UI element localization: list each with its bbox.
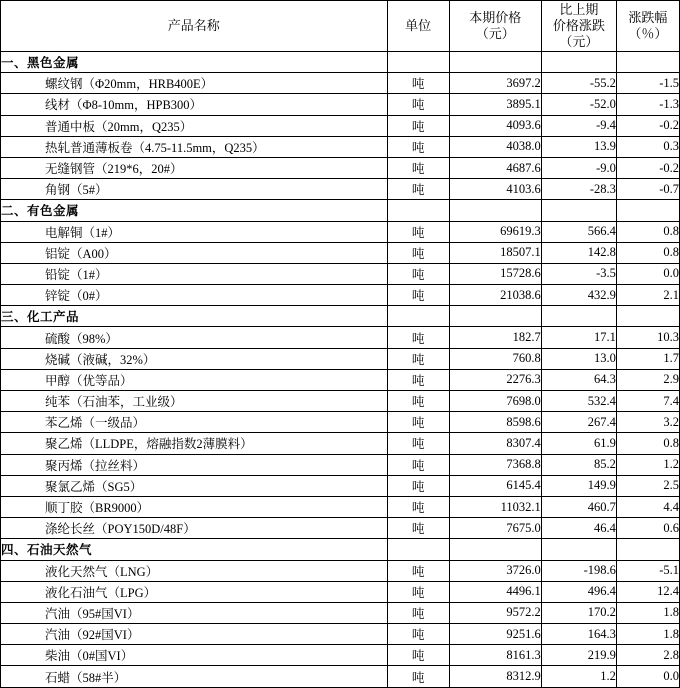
product-name: 铝锭（A00） (1, 242, 388, 263)
product-name: 汽油（92#国VI） (1, 624, 388, 645)
price-change-cell: -198.6 (541, 560, 616, 581)
change-rate-cell: 0.8 (616, 242, 679, 263)
price-change-cell: 17.1 (541, 327, 616, 348)
unit-cell: 吨 (387, 666, 449, 687)
change-rate-cell: 0.0 (616, 263, 679, 284)
current-price-cell: 69619.3 (449, 221, 541, 242)
price-change-cell: -55.2 (541, 73, 616, 94)
table-row (1, 496, 680, 517)
change-rate-cell: -0.7 (616, 179, 679, 200)
product-name: 铅锭（1#） (1, 263, 388, 284)
change-rate-cell: 0.8 (616, 433, 679, 454)
change-rate-cell: 2.9 (616, 369, 679, 390)
current-price-cell: 3697.2 (449, 73, 541, 94)
table-row (1, 518, 680, 539)
product-name: 苯乙烯（一级品） (1, 412, 388, 433)
change-rate-cell: 2.8 (616, 645, 679, 666)
table-row (1, 581, 680, 602)
current-price-cell: 3895.1 (449, 94, 541, 115)
current-price-cell: 15728.6 (449, 263, 541, 284)
change-rate-cell: 1.8 (616, 602, 679, 623)
table-group-row (1, 306, 680, 327)
product-name: 锌锭（0#） (1, 285, 388, 306)
current-price-cell: 21038.6 (449, 285, 541, 306)
current-price-cell: 9572.2 (449, 602, 541, 623)
unit-cell (387, 539, 449, 560)
product-name: 线材（Φ8-10mm，HPB300） (1, 94, 388, 115)
unit-cell: 吨 (387, 73, 449, 94)
current-price-cell: 8161.3 (449, 645, 541, 666)
unit-cell: 吨 (387, 136, 449, 157)
unit-cell: 吨 (387, 454, 449, 475)
change-rate-cell: -1.3 (616, 94, 679, 115)
unit-cell: 吨 (387, 624, 449, 645)
price-change-cell: 61.9 (541, 433, 616, 454)
current-price-cell: 6145.4 (449, 475, 541, 496)
header-change-rate (616, 1, 679, 52)
product-name: 烧碱（液碱，32%） (1, 348, 388, 369)
product-name: 聚氯乙烯（SG5） (1, 475, 388, 496)
product-name: 聚乙烯（LLDPE，熔融指数2薄膜料） (1, 433, 388, 454)
current-price-cell (449, 306, 541, 327)
price-change-cell: 13.0 (541, 348, 616, 369)
unit-cell: 吨 (387, 475, 449, 496)
price-change-cell: 64.3 (541, 369, 616, 390)
header-price-change-unit: （元） (559, 34, 599, 49)
unit-cell: 吨 (387, 348, 449, 369)
current-price-cell: 4687.6 (449, 157, 541, 178)
change-rate-cell: -0.2 (616, 115, 679, 136)
table-row (1, 242, 680, 263)
price-change-cell: 267.4 (541, 412, 616, 433)
current-price-cell: 11032.1 (449, 496, 541, 517)
price-change-cell: 460.7 (541, 496, 616, 517)
current-price-cell: 9251.6 (449, 624, 541, 645)
price-change-cell: -9.4 (541, 115, 616, 136)
price-change-cell: -3.5 (541, 263, 616, 284)
product-name: 涤纶长丝（POY150D/48F） (1, 518, 388, 539)
change-rate-cell: 0.3 (616, 136, 679, 157)
price-change-cell: -28.3 (541, 179, 616, 200)
table-row (1, 666, 680, 687)
price-change-cell: 566.4 (541, 221, 616, 242)
price-change-cell: -52.0 (541, 94, 616, 115)
product-name: 无缝钢管（219*6，20#） (1, 157, 388, 178)
price-change-cell: 149.9 (541, 475, 616, 496)
price-change-cell: 164.3 (541, 624, 616, 645)
group-label: 三、化工产品 (1, 306, 388, 327)
price-change-cell: 432.9 (541, 285, 616, 306)
table-row (1, 369, 680, 390)
current-price-cell (449, 200, 541, 221)
table-row (1, 454, 680, 475)
product-name: 液化天然气（LNG） (1, 560, 388, 581)
price-change-cell: 496.4 (541, 581, 616, 602)
group-label: 一、黑色金属 (1, 52, 388, 73)
product-name: 甲醇（优等品） (1, 369, 388, 390)
table-header (1, 1, 680, 52)
table-row (1, 475, 680, 496)
change-rate-cell: 4.4 (616, 496, 679, 517)
table-row (1, 73, 680, 94)
current-price-cell: 4496.1 (449, 581, 541, 602)
group-label: 二、有色金属 (1, 200, 388, 221)
product-name: 纯苯（石油苯，工业级） (1, 391, 388, 412)
unit-cell: 吨 (387, 433, 449, 454)
change-rate-cell (616, 200, 679, 221)
unit-cell: 吨 (387, 157, 449, 178)
table-row (1, 327, 680, 348)
price-change-cell: 532.4 (541, 391, 616, 412)
change-rate-cell: 12.4 (616, 581, 679, 602)
unit-cell: 吨 (387, 391, 449, 412)
unit-cell: 吨 (387, 179, 449, 200)
header-unit (387, 1, 449, 52)
unit-cell: 吨 (387, 496, 449, 517)
price-change-cell (541, 52, 616, 73)
product-name: 角钢（5#） (1, 179, 388, 200)
unit-cell: 吨 (387, 115, 449, 136)
header-price-change (541, 1, 616, 52)
change-rate-cell: 1.2 (616, 454, 679, 475)
current-price-cell: 7698.0 (449, 391, 541, 412)
change-rate-cell (616, 306, 679, 327)
product-name: 顺丁胶（BR9000） (1, 496, 388, 517)
current-price-cell: 4038.0 (449, 136, 541, 157)
table-row (1, 348, 680, 369)
header-price-change-line2: 价格涨跌 (552, 18, 605, 33)
table-row (1, 263, 680, 284)
table-row (1, 412, 680, 433)
current-price-cell: 8312.9 (449, 666, 541, 687)
unit-cell: 吨 (387, 285, 449, 306)
table-row (1, 136, 680, 157)
table-group-row (1, 200, 680, 221)
unit-cell (387, 52, 449, 73)
header-product-name (1, 1, 388, 52)
table-group-row (1, 539, 680, 560)
product-name: 普通中板（20mm，Q235） (1, 115, 388, 136)
unit-cell: 吨 (387, 327, 449, 348)
product-name: 柴油（0#国VI） (1, 645, 388, 666)
table-row (1, 560, 680, 581)
unit-cell: 吨 (387, 94, 449, 115)
current-price-cell: 18507.1 (449, 242, 541, 263)
change-rate-cell: 2.1 (616, 285, 679, 306)
table-group-row (1, 52, 680, 73)
price-change-cell: 1.2 (541, 666, 616, 687)
change-rate-cell: -0.2 (616, 157, 679, 178)
current-price-cell: 7368.8 (449, 454, 541, 475)
table-body (1, 52, 680, 688)
header-change-rate-label: 涨跌幅 (628, 10, 668, 25)
price-change-cell: 170.2 (541, 602, 616, 623)
price-change-cell: 219.9 (541, 645, 616, 666)
change-rate-cell: 3.2 (616, 412, 679, 433)
unit-cell: 吨 (387, 518, 449, 539)
price-change-cell: 142.8 (541, 242, 616, 263)
current-price-cell: 3726.0 (449, 560, 541, 581)
table-row (1, 179, 680, 200)
product-name: 液化石油气（LPG） (1, 581, 388, 602)
current-price-cell (449, 539, 541, 560)
unit-cell: 吨 (387, 412, 449, 433)
current-price-cell: 2276.3 (449, 369, 541, 390)
change-rate-cell (616, 539, 679, 560)
table-row (1, 221, 680, 242)
current-price-cell (449, 52, 541, 73)
current-price-cell: 4103.6 (449, 179, 541, 200)
table-row (1, 157, 680, 178)
unit-cell: 吨 (387, 581, 449, 602)
current-price-cell: 8307.4 (449, 433, 541, 454)
unit-cell: 吨 (387, 221, 449, 242)
product-name: 热轧普通薄板卷（4.75-11.5mm，Q235） (1, 136, 388, 157)
change-rate-cell: -1.5 (616, 73, 679, 94)
price-change-cell: 46.4 (541, 518, 616, 539)
product-name: 石蜡（58#半） (1, 666, 388, 687)
unit-cell: 吨 (387, 263, 449, 284)
product-name: 螺纹钢（Φ20mm，HRB400E） (1, 73, 388, 94)
unit-cell: 吨 (387, 602, 449, 623)
current-price-cell: 760.8 (449, 348, 541, 369)
change-rate-cell: 1.7 (616, 348, 679, 369)
header-current-price-label: 本期价格 (469, 10, 522, 25)
group-label: 四、石油天然气 (1, 539, 388, 560)
header-current-price-unit: （元） (475, 26, 515, 41)
unit-cell: 吨 (387, 242, 449, 263)
current-price-cell: 4093.6 (449, 115, 541, 136)
price-change-cell: -9.0 (541, 157, 616, 178)
unit-cell: 吨 (387, 560, 449, 581)
current-price-cell: 8598.6 (449, 412, 541, 433)
table-row (1, 391, 680, 412)
change-rate-cell: 0.0 (616, 666, 679, 687)
change-rate-cell: 10.3 (616, 327, 679, 348)
change-rate-cell: 0.8 (616, 221, 679, 242)
price-change-cell (541, 306, 616, 327)
unit-cell: 吨 (387, 369, 449, 390)
header-current-price (449, 1, 541, 52)
change-rate-cell: 2.5 (616, 475, 679, 496)
price-change-cell: 85.2 (541, 454, 616, 475)
header-row (1, 1, 680, 52)
table-row (1, 433, 680, 454)
table-row (1, 94, 680, 115)
change-rate-cell: 0.6 (616, 518, 679, 539)
table-row (1, 645, 680, 666)
change-rate-cell: -5.1 (616, 560, 679, 581)
current-price-cell: 182.7 (449, 327, 541, 348)
price-change-cell (541, 200, 616, 221)
unit-cell (387, 306, 449, 327)
current-price-cell: 7675.0 (449, 518, 541, 539)
price-change-cell: 13.9 (541, 136, 616, 157)
product-name: 汽油（95#国VI） (1, 602, 388, 623)
unit-cell (387, 200, 449, 221)
price-change-cell (541, 539, 616, 560)
product-name: 聚丙烯（拉丝料） (1, 454, 388, 475)
change-rate-cell: 7.4 (616, 391, 679, 412)
table-row (1, 115, 680, 136)
header-price-change-line1: 比上期 (559, 2, 599, 17)
change-rate-cell (616, 52, 679, 73)
table-row (1, 602, 680, 623)
change-rate-cell: 1.8 (616, 624, 679, 645)
table-row (1, 285, 680, 306)
product-name: 电解铜（1#） (1, 221, 388, 242)
unit-cell: 吨 (387, 645, 449, 666)
header-change-rate-unit: （％） (628, 26, 668, 41)
table-row (1, 624, 680, 645)
header-unit-label: 单位 (405, 18, 432, 33)
product-name: 硫酸（98%） (1, 327, 388, 348)
header-product-name-label: 产品名称 (167, 18, 220, 33)
